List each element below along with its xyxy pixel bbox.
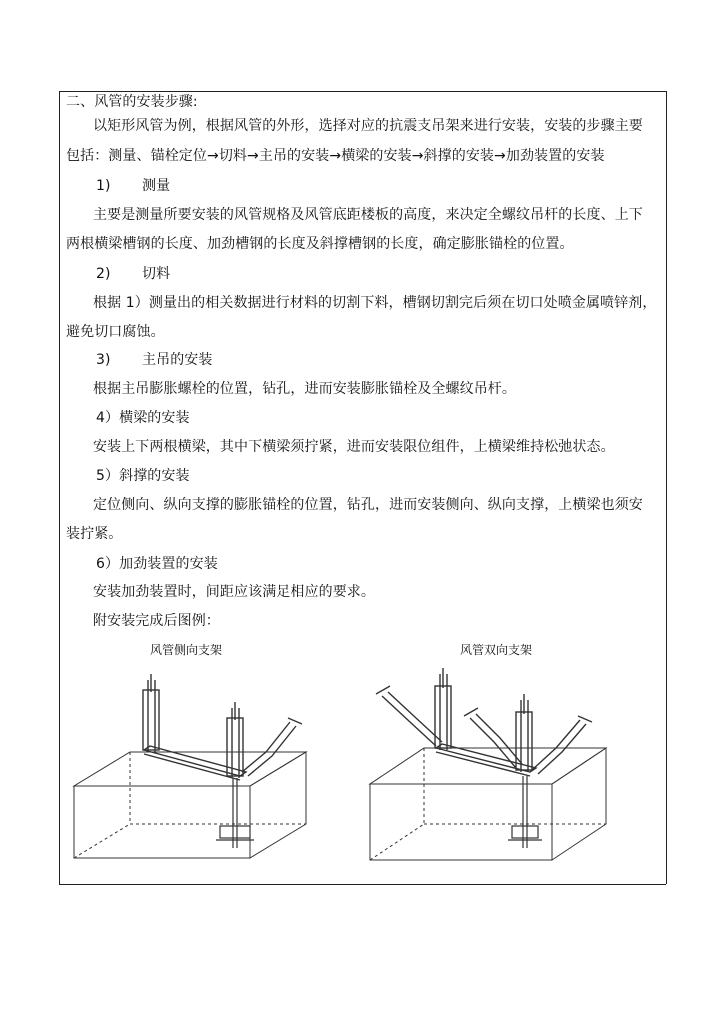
step-5-heading: 5）斜撑的安装 <box>96 468 190 484</box>
step-2-number: 2) <box>96 266 111 282</box>
step-2-line-2: 避免切口腐蚀。 <box>66 324 165 340</box>
bottom-rule <box>59 884 666 885</box>
step-3-heading <box>96 350 213 370</box>
step-4-heading: 4）横梁的安装 <box>96 410 190 426</box>
step-5-line-1: 定位侧向、纵向支撑的膨胀锚栓的位置，钻孔，进而安装侧向、纵向支撑，上横梁也须安 <box>93 497 643 513</box>
diagonal-brace <box>242 718 302 776</box>
figure-2-bidirectional-bracket-drawing <box>366 660 616 865</box>
lateral-brace <box>532 716 592 774</box>
crossbeam <box>144 746 246 780</box>
step-1-title: 测量 <box>142 178 171 194</box>
figure-1-lateral-bracket-drawing <box>70 660 320 865</box>
step-1-heading <box>96 176 170 196</box>
step-1-number: 1) <box>96 178 111 194</box>
lower-rod <box>508 776 542 848</box>
figure-1-caption: 风管侧向支架 <box>150 643 223 657</box>
step-2-heading <box>96 264 170 284</box>
hanger-rods <box>435 668 532 772</box>
intro-line-2: 包括：测量、锚栓定位→切料→主吊的安装→横梁的安装→斜撑的安装→加劲装置的安装 <box>66 148 605 164</box>
hanger-rods <box>143 674 243 778</box>
step-3-number: 3) <box>96 352 111 368</box>
figure-2-caption: 风管双向支架 <box>460 643 533 657</box>
section-title: 二、风管的安装步骤: <box>66 94 198 110</box>
step-3-title: 主吊的安装 <box>142 352 213 368</box>
step-2-line-1: 根据 1）测量出的相关数据进行材料的切割下料，槽钢切割完后须在切口处喷金属喷锌剂， <box>93 295 657 311</box>
step-4-line-1: 安装上下两根横梁，其中下横梁须拧紧，进而安装限位组件，上横梁维持松弛状态。 <box>93 439 615 455</box>
step-1-line-2: 两根横梁槽钢的长度、加劲槽钢的长度及斜撑槽钢的长度，确定膨胀锚栓的位置。 <box>66 236 574 252</box>
step-5-line-2: 装拧紧。 <box>66 526 123 542</box>
appendix-label: 附安装完成后图例： <box>93 613 220 629</box>
lower-rod <box>216 778 254 848</box>
step-3-line-1: 根据主吊膨胀螺栓的位置，钻孔，进而安装膨胀锚栓及全螺纹吊杆。 <box>93 381 516 397</box>
step-2-title: 切料 <box>142 266 171 282</box>
step-6-heading: 6）加劲装置的安装 <box>96 556 218 572</box>
step-1-line-1: 主要是测量所要安装的风管规格及风管底距楼板的高度，来决定全螺纹吊杆的长度、上下 <box>93 207 643 223</box>
intro-line-1: 以矩形风管为例，根据风管的外形，选择对应的抗震支吊架来进行安装，安装的步骤主要 <box>93 118 643 134</box>
duct-box <box>74 752 306 858</box>
step-6-line-1: 安装加劲装置时，间距应该满足相应的要求。 <box>93 584 375 600</box>
